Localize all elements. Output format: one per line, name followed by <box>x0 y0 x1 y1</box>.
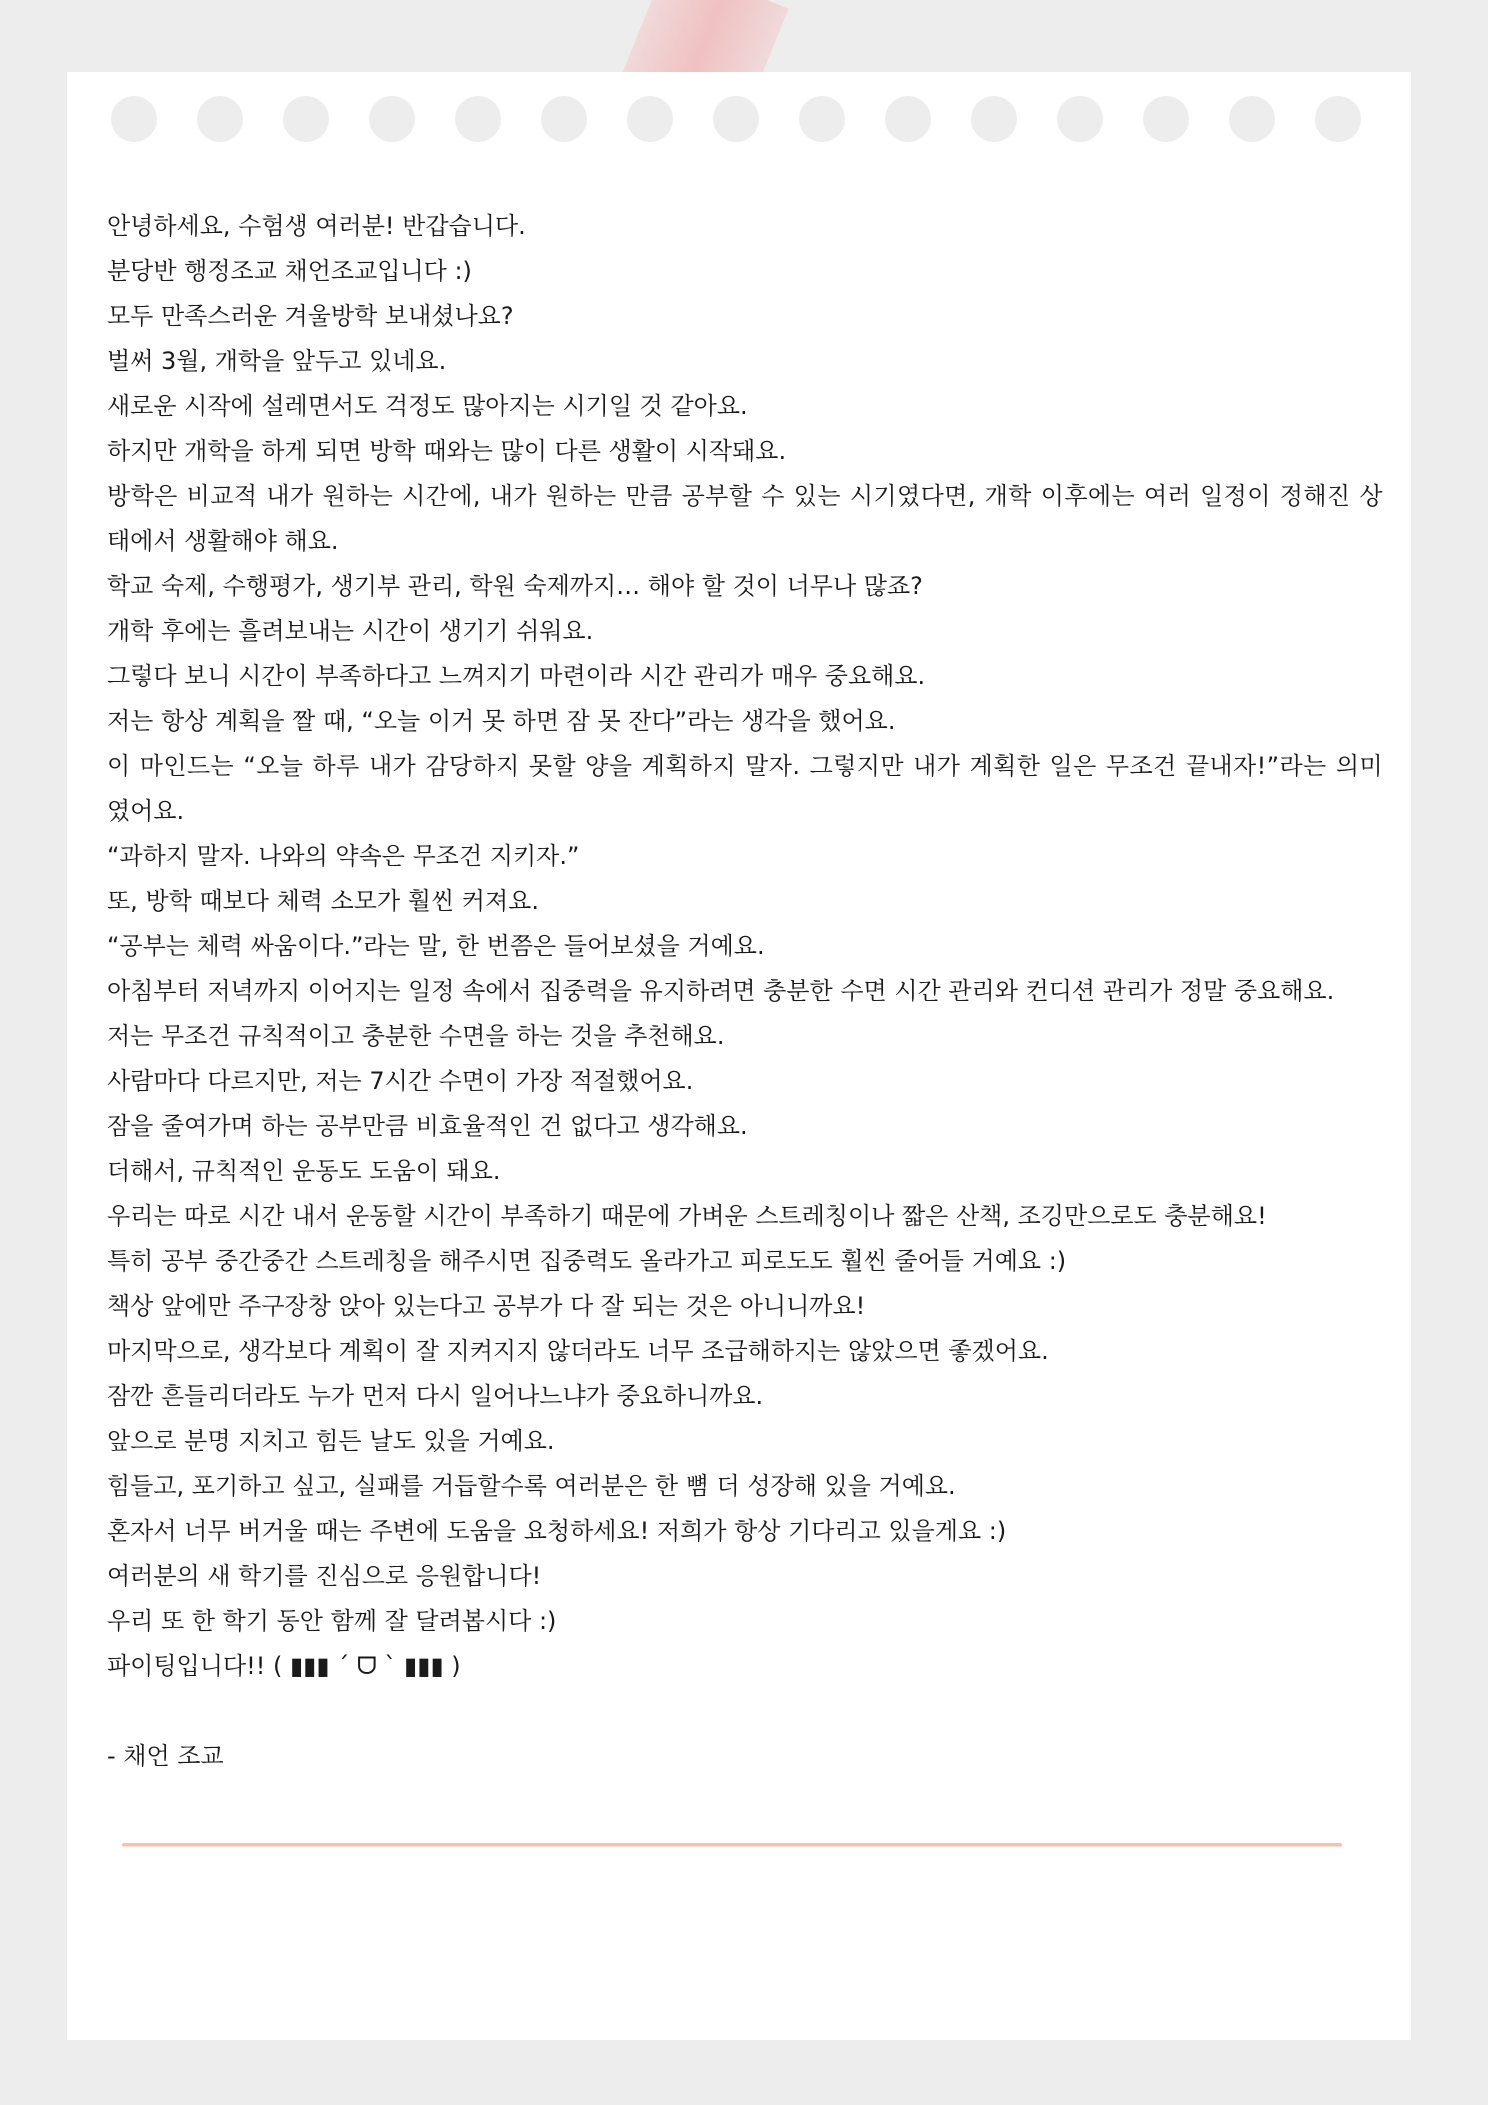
letter-line: 그렇다 보니 시간이 부족하다고 느껴지기 마련이라 시간 관리가 매우 중요해요. <box>107 662 926 690</box>
letter-line: 학교 숙제, 수행평가, 생기부 관리, 학원 숙제까지… 해야 할 것이 너무나 많죠? <box>107 572 923 600</box>
binder-hole <box>1229 96 1275 142</box>
binder-hole <box>1057 96 1103 142</box>
letter-line: 책상 앞에만 주구장창 앉아 있는다고 공부가 다 잘 되는 것은 아니니까요! <box>107 1292 866 1320</box>
letter-line: 또, 방학 때보다 체력 소모가 훨씬 커져요. <box>107 887 539 915</box>
binder-holes <box>67 96 1411 146</box>
letter-line: 방학은 비교적 내가 원하는 시간에, 내가 원하는 만큼 공부할 수 있는 시기였다면, 개학 이후에는 여러 일정이 정해진 상 <box>107 482 1383 510</box>
binder-hole <box>799 96 845 142</box>
letter-line: 앞으로 분명 지치고 힘든 날도 있을 거예요. <box>107 1427 555 1455</box>
letter-line: 이 마인드는 “오늘 하루 내가 감당하지 못할 양을 계획하지 말자. 그렇지만 내가 계획한 일은 무조건 끝내자!”라는 의미 <box>107 752 1383 780</box>
letter-line: 마지막으로, 생각보다 계획이 잘 지켜지지 않더라도 너무 조급해하지는 않았으면 좋겠어요. <box>107 1337 1049 1365</box>
letter-line: 우리 또 한 학기 동안 함께 잘 달려봅시다 :) <box>107 1607 557 1635</box>
bottom-divider <box>122 1843 1342 1846</box>
letter-line: 힘들고, 포기하고 싶고, 실패를 거듭할수록 여러분은 한 뼘 더 성장해 있을 거예요. <box>107 1472 956 1500</box>
letter-line: 우리는 따로 시간 내서 운동할 시간이 부족하기 때문에 가벼운 스트레칭이나 짧은 산책, 조깅만으로도 충분해요! <box>107 1202 1267 1230</box>
binder-hole <box>627 96 673 142</box>
letter-line: 혼자서 너무 버거울 때는 주변에 도움을 요청하세요! 저희가 항상 기다리고 있을게요 :) <box>107 1517 1007 1545</box>
binder-hole <box>713 96 759 142</box>
binder-hole <box>971 96 1017 142</box>
letter-line: 아침부터 저녁까지 이어지는 일정 속에서 집중력을 유지하려면 충분한 수면 시간 관리와 컨디션 관리가 정말 중요해요. <box>107 977 1335 1005</box>
letter-line: 잠깐 흔들리더라도 누가 먼저 다시 일어나느냐가 중요하니까요. <box>107 1382 764 1410</box>
letter-line: “공부는 체력 싸움이다.”라는 말, 한 번쯤은 들어보셨을 거예요. <box>107 932 765 960</box>
letter-paper <box>67 72 1411 2040</box>
letter-line: 특히 공부 중간중간 스트레칭을 해주시면 집중력도 올라가고 피로도도 훨씬 줄어들 거예요 :) <box>107 1247 1067 1275</box>
letter-line: 저는 항상 계획을 짤 때, “오늘 이거 못 하면 잠 못 잔다”라는 생각을 했어요. <box>107 707 896 735</box>
letter-line: 안녕하세요, 수험생 여러분! 반갑습니다. <box>107 212 526 240</box>
letter-line: “과하지 말자. 나와의 약속은 무조건 지키자.” <box>107 842 580 870</box>
binder-hole <box>1315 96 1361 142</box>
binder-hole <box>197 96 243 142</box>
binder-hole <box>369 96 415 142</box>
letter-line: 사람마다 다르지만, 저는 7시간 수면이 가장 적절했어요. <box>107 1067 694 1095</box>
letter-line: 새로운 시작에 설레면서도 걱정도 많아지는 시기일 것 같아요. <box>107 392 748 420</box>
letter-line: 하지만 개학을 하게 되면 방학 때와는 많이 다른 생활이 시작돼요. <box>107 437 787 465</box>
letter-line: 개학 후에는 흘려보내는 시간이 생기기 쉬워요. <box>107 617 594 645</box>
binder-hole <box>283 96 329 142</box>
letter-line: 여러분의 새 학기를 진심으로 응원합니다! <box>107 1562 542 1590</box>
letter-line: 더해서, 규칙적인 운동도 도움이 돼요. <box>107 1157 501 1185</box>
letter-line: 모두 만족스러운 겨울방학 보내셨나요? <box>107 302 514 330</box>
binder-hole <box>541 96 587 142</box>
binder-hole <box>111 96 157 142</box>
letter-line: 벌써 3월, 개학을 앞두고 있네요. <box>107 347 447 375</box>
letter-body <box>107 204 1383 1779</box>
signature: - 채언 조교 <box>107 1742 224 1770</box>
letter-line: 잠을 줄여가며 하는 공부만큼 비효율적인 건 없다고 생각해요. <box>107 1112 748 1140</box>
binder-hole <box>885 96 931 142</box>
letter-line: 태에서 생활해야 해요. <box>107 527 339 555</box>
binder-hole <box>455 96 501 142</box>
letter-line: 저는 무조건 규칙적이고 충분한 수면을 하는 것을 추천해요. <box>107 1022 725 1050</box>
letter-line: 분당반 행정조교 채언조교입니다 :) <box>107 257 472 285</box>
blank-line <box>107 1689 1383 1734</box>
letter-line: 였어요. <box>107 797 185 825</box>
letter-line: 파이팅입니다!! ( ▮▮▮ ˊ ᗜ ˋ ▮▮▮ ) <box>107 1652 461 1680</box>
binder-hole <box>1143 96 1189 142</box>
